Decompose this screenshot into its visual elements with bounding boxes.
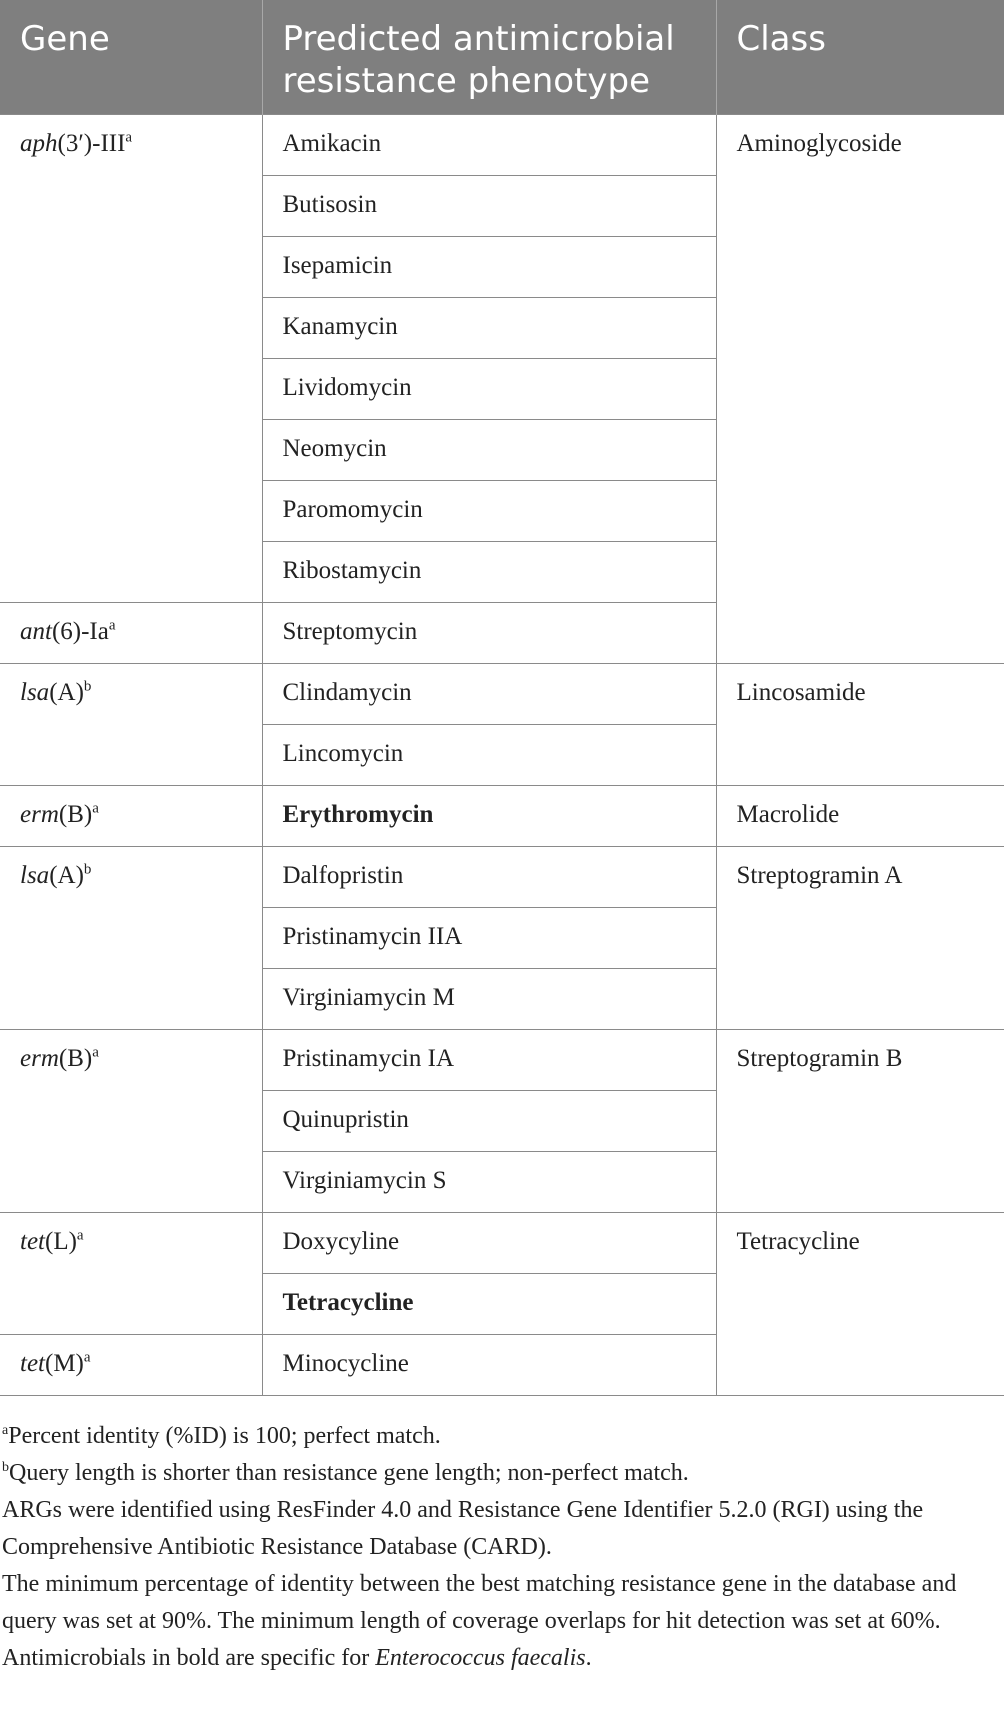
footnote-b: $^b$Query length is shorter than resistance gene length; non-perfect match.	[2, 1460, 689, 1486]
phenotype-cell: Dalfopristin	[262, 847, 716, 908]
table-header-row	[0, 0, 1004, 115]
footnote-bold: Antimicrobials in bold are specific for Enterococcus faecalis.	[2, 1645, 592, 1671]
footnote-args: ARGs were identified using ResFinder 4.0 and Resistance Gene Identifier 5.2.0 (RGI) using the Comprehensive Antibiotic Resistance Database (CARD).	[2, 1497, 924, 1560]
class-cell: Tetracycline	[716, 1213, 1004, 1396]
gene-cell: $lsa(A)^b$	[0, 847, 262, 1030]
phenotype-cell: Isepamicin	[262, 237, 716, 298]
footnote-threshold: The minimum percentage of identity between the best matching resistance gene in the database and query was set at 90%. The minimum length of coverage overlaps for hit detection was set at 60%.	[2, 1571, 957, 1634]
class-cell: Lincosamide	[716, 664, 1004, 786]
header-class: Class	[716, 0, 1004, 115]
footnote-a: $^a$Percent identity (%ID) is 100; perfect match.	[2, 1423, 441, 1449]
gene-cell: $tet(L)^a$	[0, 1213, 262, 1335]
class-cell: Macrolide	[716, 786, 1004, 847]
phenotype-cell: Quinupristin	[262, 1091, 716, 1152]
phenotype-cell: Erythromycin	[262, 786, 716, 847]
phenotype-cell: Butisosin	[262, 176, 716, 237]
phenotype-cell: Lincomycin	[262, 725, 716, 786]
phenotype-cell: Paromomycin	[262, 481, 716, 542]
phenotype-cell: Pristinamycin IIA	[262, 908, 716, 969]
table-footnotes	[0, 1418, 1004, 1677]
phenotype-cell: Tetracycline	[262, 1274, 716, 1335]
table-row	[0, 115, 1004, 176]
phenotype-cell: Neomycin	[262, 420, 716, 481]
phenotype-cell: Lividomycin	[262, 359, 716, 420]
table-row	[0, 786, 1004, 847]
gene-cell: $erm(B)^a$	[0, 786, 262, 847]
phenotype-cell: Virginiamycin S	[262, 1152, 716, 1213]
phenotype-cell: Kanamycin	[262, 298, 716, 359]
gene-cell: aph(3′)-III$^a$	[0, 115, 262, 603]
gene-cell: $erm(B)^a$	[0, 1030, 262, 1213]
table-row	[0, 1030, 1004, 1091]
class-cell: Aminoglycoside	[716, 115, 1004, 664]
header-phenotype: Predicted antimicrobial resistance phenotype	[262, 0, 716, 115]
gene-cell: $tet(M)^a$	[0, 1335, 262, 1396]
gene-cell: ant(6)-Ia$^a$	[0, 603, 262, 664]
table-row	[0, 1213, 1004, 1274]
phenotype-cell: Minocycline	[262, 1335, 716, 1396]
phenotype-cell: Doxycyline	[262, 1213, 716, 1274]
class-cell: Streptogramin A	[716, 847, 1004, 1030]
phenotype-cell: Pristinamycin IA	[262, 1030, 716, 1091]
phenotype-cell: Virginiamycin M	[262, 969, 716, 1030]
table-row	[0, 847, 1004, 908]
header-gene: Gene	[0, 0, 262, 115]
phenotype-cell: Streptomycin	[262, 603, 716, 664]
phenotype-cell: Ribostamycin	[262, 542, 716, 603]
table-row	[0, 664, 1004, 725]
class-cell: Streptogramin B	[716, 1030, 1004, 1213]
phenotype-cell: Amikacin	[262, 115, 716, 176]
phenotype-cell: Clindamycin	[262, 664, 716, 725]
gene-cell: $lsa(A)^b$	[0, 664, 262, 786]
